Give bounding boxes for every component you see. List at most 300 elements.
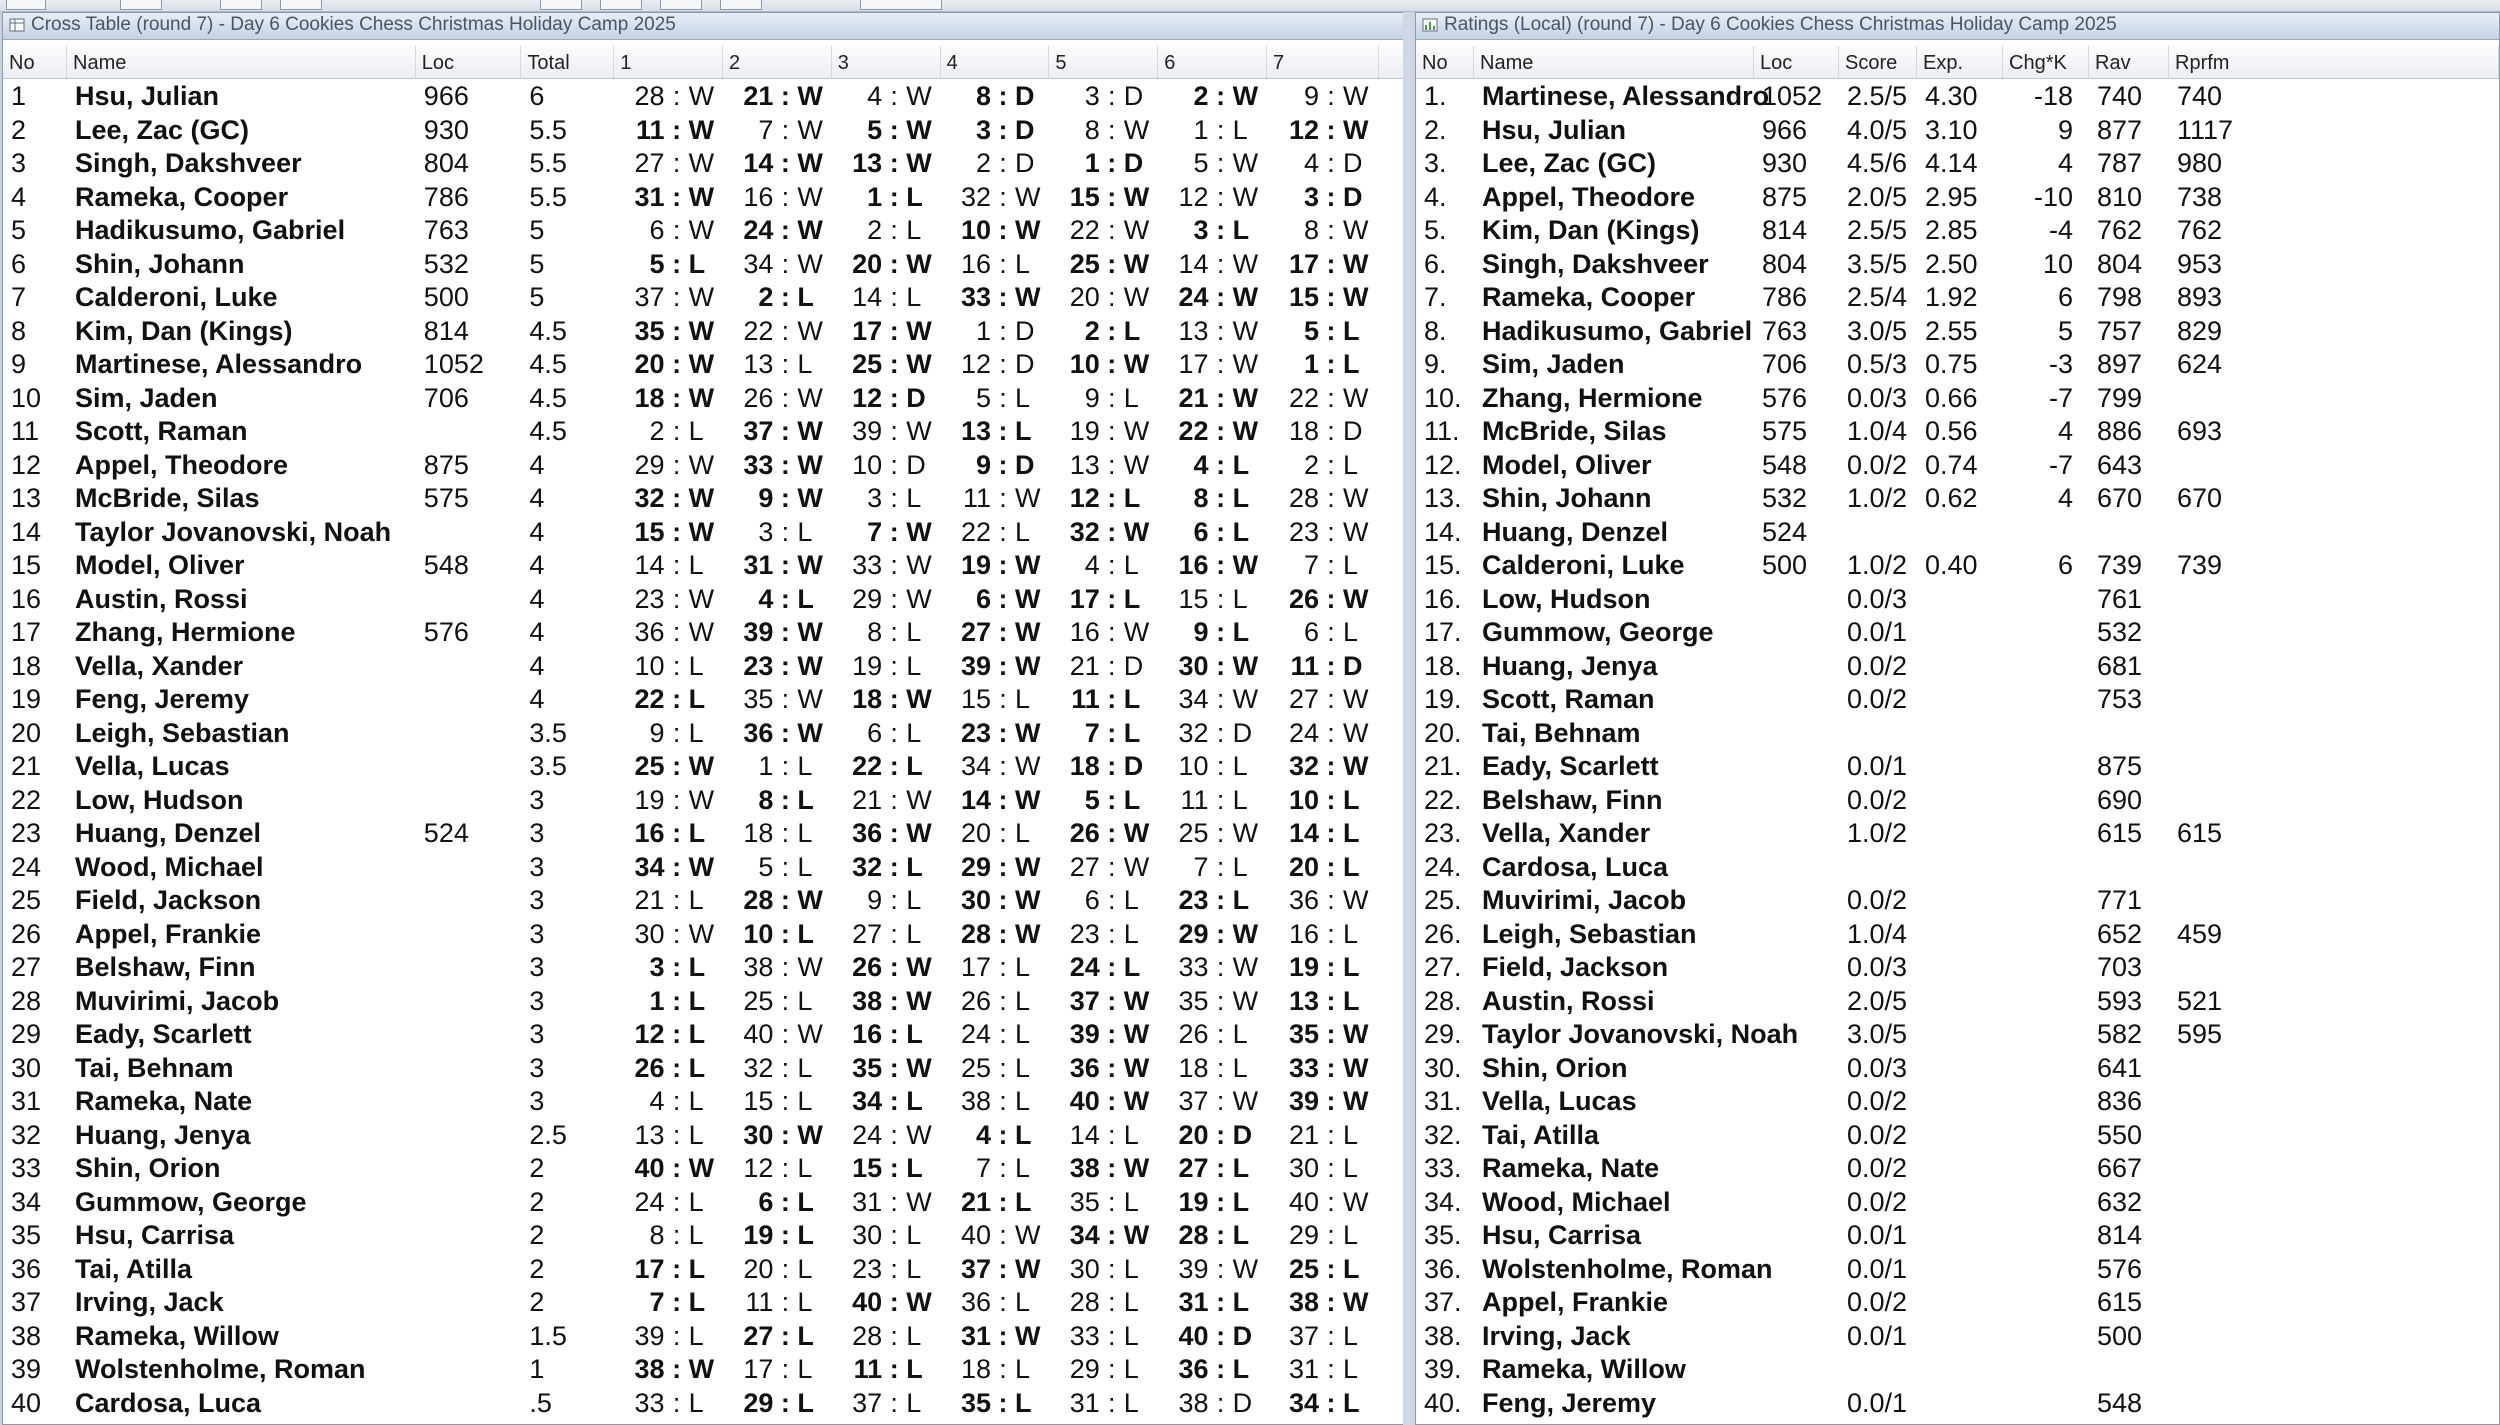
column-header-total[interactable]: Total (521, 46, 614, 78)
table-row[interactable] (1416, 1051, 2499, 1085)
player-name: Belshaw, Finn (75, 952, 256, 982)
table-row[interactable] (3, 716, 1403, 750)
result-separator: : (1216, 1052, 1225, 1083)
performance-rating (2177, 1386, 2499, 1420)
expected-score (1925, 1118, 2003, 1152)
player-name: Vella, Lucas (75, 751, 230, 781)
round-result (1267, 783, 1379, 817)
expected-score: 4.14 (1925, 148, 1978, 178)
result-code: D (1123, 650, 1144, 681)
opponent-number: 17 (1178, 349, 1209, 379)
table-row[interactable] (3, 850, 1403, 884)
table-row[interactable] (3, 448, 1403, 482)
table-row[interactable] (1416, 347, 2499, 381)
table-row[interactable] (3, 1319, 1403, 1353)
table-row[interactable] (1416, 180, 2499, 214)
opponent-number: 11 (962, 483, 991, 513)
opponent-number: 13 (1069, 449, 1100, 480)
table-row[interactable] (3, 816, 1403, 850)
round-result (941, 347, 1050, 381)
result-code: L (797, 985, 813, 1016)
result-code: W (1123, 985, 1150, 1016)
column-header-r3[interactable]: 3 (832, 46, 941, 78)
player-name: Rameka, Cooper (75, 181, 289, 212)
table-row[interactable] (1416, 850, 2499, 884)
rating-average: 576 (2097, 1253, 2143, 1284)
table-row[interactable] (1416, 1252, 2499, 1286)
toolbar-button[interactable] (660, 0, 702, 10)
rank-number: 11. (1424, 416, 1460, 446)
player-name: Lee, Zac (GC) (1482, 148, 1657, 178)
rating-average: 804 (2097, 248, 2143, 279)
rank-number: 18. (1424, 650, 1462, 681)
result-separator: : (890, 1119, 898, 1150)
round-result (941, 381, 1050, 415)
result-code: L (797, 1387, 814, 1418)
result-code: D (1014, 449, 1035, 480)
result-separator: : (889, 349, 899, 379)
column-header-r1[interactable]: 1 (614, 46, 723, 78)
result-separator: : (1327, 1186, 1335, 1217)
toolbar-button[interactable] (120, 0, 162, 10)
round-result (1049, 79, 1158, 113)
result-code: L (906, 1153, 923, 1183)
table-row[interactable] (3, 984, 1403, 1018)
round-result (832, 783, 941, 817)
column-header-no[interactable]: No (3, 46, 67, 78)
performance-rating: 693 (2177, 416, 2223, 446)
cross-table-titlebar[interactable] (3, 13, 1403, 40)
rank-number: 36. (1424, 1253, 1462, 1284)
column-header-rav[interactable]: Rav (2089, 46, 2169, 78)
round-result (941, 984, 1050, 1018)
opponent-number: 11 (745, 1287, 774, 1317)
result-separator: : (672, 483, 682, 513)
result-code: W (797, 215, 823, 245)
table-row[interactable] (3, 682, 1403, 716)
round-result (941, 1051, 1050, 1085)
performance-rating (2177, 649, 2499, 683)
table-row[interactable] (3, 247, 1403, 281)
round-result (723, 381, 832, 415)
table-row[interactable] (3, 1084, 1403, 1118)
result-code: W (1232, 550, 1259, 580)
opponent-number: 13 (1178, 315, 1209, 346)
opponent-number: 21 (1288, 1119, 1319, 1150)
rank-number: 16. (1424, 583, 1462, 614)
table-row[interactable] (3, 347, 1403, 381)
result-code: W (797, 483, 823, 513)
result-separator: : (1216, 1320, 1226, 1351)
player-total: 3 (529, 885, 545, 915)
table-row[interactable] (1416, 1185, 2499, 1219)
rank-number: 22. (1424, 784, 1462, 815)
table-row[interactable] (3, 1386, 1403, 1420)
table-row[interactable] (3, 213, 1403, 247)
round-result (1049, 716, 1158, 750)
table-row[interactable] (3, 1118, 1403, 1152)
opponent-number: 26 (743, 382, 774, 413)
table-row[interactable] (1416, 113, 2499, 147)
table-row[interactable] (1416, 1151, 2499, 1185)
round-result (941, 682, 1050, 716)
opponent-number: 40 (1069, 1086, 1100, 1116)
table-row[interactable] (1416, 548, 2499, 582)
table-row[interactable] (3, 649, 1403, 683)
performance-rating: 762 (2177, 215, 2223, 245)
column-header-no[interactable]: No (1416, 46, 1474, 78)
player-name: Hsu, Carrisa (75, 1220, 235, 1250)
result-separator: : (672, 851, 682, 882)
table-row[interactable] (3, 481, 1403, 515)
opponent-number: 24 (634, 1186, 665, 1217)
result-code: L (1343, 1119, 1359, 1150)
result-separator: : (1327, 416, 1335, 446)
table-row[interactable] (3, 314, 1403, 348)
rank-number: 4. (1424, 181, 1447, 212)
round-result (1049, 113, 1158, 147)
player-rating (424, 783, 522, 817)
opponent-number: 20 (1288, 851, 1319, 882)
table-row[interactable] (1416, 783, 2499, 817)
table-row[interactable] (1416, 950, 2499, 984)
table-row[interactable] (1416, 213, 2499, 247)
result-code: W (906, 550, 932, 580)
player-rating (424, 749, 522, 783)
table-row[interactable] (3, 414, 1403, 448)
result-separator: : (780, 583, 790, 614)
table-row[interactable] (3, 783, 1403, 817)
result-separator: : (672, 1153, 682, 1183)
player-total: 4.5 (529, 315, 567, 346)
round-result (614, 850, 723, 884)
player-rating (1762, 682, 1839, 716)
expected-score: 4.30 (1925, 81, 1978, 111)
table-row[interactable] (1416, 1319, 2499, 1353)
table-row[interactable] (1416, 883, 2499, 917)
table-row[interactable] (3, 1151, 1403, 1185)
opponent-number: 5 (758, 851, 774, 882)
player-score: 2.0/5 (1847, 181, 1908, 212)
toolbar-button[interactable] (600, 0, 642, 10)
result-separator: : (999, 349, 1007, 379)
result-code: L (688, 684, 706, 714)
table-row[interactable] (1416, 1285, 2499, 1319)
table-row[interactable] (3, 1051, 1403, 1085)
table-row[interactable] (3, 79, 1403, 113)
performance-rating: 615 (2177, 818, 2223, 848)
table-row[interactable] (1416, 582, 2499, 616)
opponent-number: 22 (960, 516, 991, 547)
table-row[interactable] (3, 1017, 1403, 1051)
result-code: W (906, 1186, 932, 1217)
table-row[interactable] (3, 515, 1403, 549)
result-separator: : (889, 248, 899, 279)
result-code: W (1232, 818, 1259, 848)
opponent-number: 10 (1288, 784, 1319, 815)
table-row[interactable] (1416, 917, 2499, 951)
result-code: W (906, 315, 932, 346)
table-row[interactable] (1416, 1118, 2499, 1152)
expected-score: 0.62 (1925, 483, 1978, 513)
result-code: D (1014, 315, 1035, 346)
opponent-number: 11 (1180, 784, 1209, 815)
opponent-number: 31 (1288, 1354, 1319, 1384)
player-rating (424, 1352, 522, 1386)
result-code: W (797, 416, 823, 446)
rating-change (2003, 1218, 2073, 1252)
column-header-r4[interactable]: 4 (941, 46, 1050, 78)
result-code: L (688, 1387, 704, 1418)
opponent-number: 29 (743, 1387, 774, 1418)
round-result (1267, 414, 1379, 448)
round-result (832, 314, 941, 348)
rating-average (2097, 1352, 2169, 1386)
round-result (1158, 1017, 1267, 1051)
column-header-name[interactable]: Name (67, 46, 416, 78)
round-result (1158, 950, 1267, 984)
table-row[interactable] (1416, 280, 2499, 314)
column-header-score[interactable]: Score (1839, 46, 1917, 78)
opponent-number: 22 (743, 315, 774, 346)
rating-change (2003, 1252, 2073, 1286)
table-row[interactable] (1416, 381, 2499, 415)
table-row[interactable] (1416, 448, 2499, 482)
result-code: L (688, 1019, 706, 1049)
result-code: W (1343, 282, 1369, 312)
table-row[interactable] (1416, 816, 2499, 850)
column-header-rprfm[interactable]: Rprfm (2169, 46, 2499, 78)
table-row[interactable] (1416, 515, 2499, 549)
player-name: Leigh, Sebastian (1482, 918, 1697, 949)
round-result (723, 1118, 832, 1152)
performance-rating: 521 (2177, 985, 2223, 1016)
opponent-number: 28 (743, 885, 774, 915)
round-result (1267, 381, 1379, 415)
player-number: 22 (11, 784, 42, 815)
opponent-number: 12 (960, 349, 991, 379)
result-code: W (1014, 1220, 1041, 1250)
round-result (941, 1252, 1050, 1286)
table-row[interactable] (1416, 1084, 2499, 1118)
table-row[interactable] (1416, 247, 2499, 281)
rating-change: 4 (2057, 416, 2073, 446)
result-code: W (1014, 717, 1041, 748)
expected-score (1925, 1084, 2003, 1118)
result-code: L (1123, 1186, 1139, 1217)
toolbar-button[interactable] (6, 0, 46, 10)
rating-average: 875 (2097, 751, 2143, 781)
player-score: 2.5/4 (1847, 282, 1908, 312)
player-name: McBride, Silas (75, 483, 260, 513)
round-result (614, 1386, 723, 1420)
result-separator: : (1326, 114, 1336, 145)
opponent-number: 39 (1178, 1253, 1209, 1284)
player-score: 0.0/1 (1847, 617, 1908, 647)
rating-change: -18 (2033, 81, 2073, 111)
result-code: L (688, 952, 706, 982)
result-separator: : (781, 1153, 790, 1183)
player-total: 4 (529, 684, 545, 714)
result-code: D (1343, 181, 1363, 212)
result-code: W (688, 583, 715, 614)
table-row[interactable] (3, 1185, 1403, 1219)
player-rating (424, 1051, 522, 1085)
round-result (832, 548, 941, 582)
expected-score (1925, 1017, 2003, 1051)
opponent-number: 9 (1303, 81, 1319, 111)
opponent-number: 18 (1069, 751, 1100, 781)
result-code: L (1343, 1153, 1359, 1183)
rating-change (2003, 917, 2073, 951)
round-result (723, 917, 832, 951)
table-row[interactable] (1416, 79, 2499, 113)
result-separator: : (781, 952, 790, 982)
toolbar-button[interactable] (280, 0, 322, 10)
table-row[interactable] (3, 883, 1403, 917)
table-row[interactable] (3, 1218, 1403, 1252)
player-number: 12 (11, 449, 42, 480)
table-row[interactable] (3, 917, 1403, 951)
table-row[interactable] (1416, 146, 2499, 180)
player-total: 4 (529, 650, 545, 681)
table-row[interactable] (3, 1352, 1403, 1386)
expected-score (1925, 615, 2003, 649)
round-result (1158, 649, 1267, 683)
player-name: Scott, Raman (1482, 684, 1655, 714)
rating-average: 615 (2097, 1287, 2143, 1317)
result-code: L (1123, 583, 1141, 614)
opponent-number: 30 (743, 1119, 774, 1150)
column-header-chg[interactable]: Chg*K (2003, 46, 2089, 78)
result-code: W (688, 483, 715, 513)
player-name: Zhang, Hermione (1482, 382, 1703, 413)
column-header-name[interactable]: Name (1474, 46, 1754, 78)
round-result (941, 314, 1050, 348)
table-row[interactable] (3, 180, 1403, 214)
opponent-number: 39 (634, 1320, 665, 1351)
table-row[interactable] (1416, 481, 2499, 515)
column-header-loc[interactable]: Loc (416, 46, 522, 78)
round-result (1267, 79, 1379, 113)
performance-rating: 953 (2177, 248, 2223, 279)
table-row[interactable] (1416, 1218, 2499, 1252)
table-row[interactable] (3, 548, 1403, 582)
round-result (1158, 984, 1267, 1018)
result-code: L (688, 416, 704, 446)
table-row[interactable] (1416, 615, 2499, 649)
column-header-r7[interactable]: 7 (1267, 46, 1379, 78)
round-result (941, 481, 1050, 515)
table-row[interactable] (1416, 984, 2499, 1018)
column-header-r5[interactable]: 5 (1049, 46, 1158, 78)
performance-rating (2177, 850, 2499, 884)
table-row[interactable] (3, 582, 1403, 616)
table-row[interactable] (3, 146, 1403, 180)
result-separator: : (1216, 1220, 1226, 1250)
rank-number: 5. (1424, 215, 1447, 245)
opponent-number: 33 (1288, 1052, 1319, 1083)
table-row[interactable] (1416, 314, 2499, 348)
column-header-r6[interactable]: 6 (1158, 46, 1267, 78)
result-code: W (906, 349, 932, 379)
table-row[interactable] (1416, 1386, 2499, 1420)
opponent-number: 28 (1069, 1287, 1100, 1317)
result-separator: : (780, 918, 790, 949)
result-code: L (906, 1019, 923, 1049)
round-result (1049, 146, 1158, 180)
result-separator: : (780, 885, 790, 915)
result-separator: : (1216, 1354, 1226, 1384)
ratings-titlebar[interactable] (1416, 13, 2499, 40)
column-header-exp[interactable]: Exp. (1917, 46, 2003, 78)
player-number: 32 (11, 1119, 42, 1150)
table-row[interactable] (1416, 1017, 2499, 1051)
round-result (1267, 1386, 1379, 1420)
round-result (1049, 1017, 1158, 1051)
round-result (1267, 347, 1379, 381)
result-separator: : (1326, 315, 1336, 346)
result-code: W (1232, 1253, 1259, 1284)
result-separator: : (1327, 617, 1335, 647)
column-header-loc[interactable]: Loc (1754, 46, 1839, 78)
performance-rating (2177, 448, 2499, 482)
result-separator: : (780, 1387, 790, 1418)
round-result (941, 448, 1050, 482)
table-row[interactable] (1416, 649, 2499, 683)
opponent-number: 6 (1084, 885, 1100, 915)
toolbar-button[interactable] (540, 0, 582, 10)
result-separator: : (780, 483, 790, 513)
opponent-number: 23 (1178, 885, 1209, 915)
round-result (941, 515, 1050, 549)
player-rating (424, 950, 522, 984)
table-row[interactable] (3, 615, 1403, 649)
table-row[interactable] (1416, 414, 2499, 448)
player-score: 0.0/1 (1847, 1387, 1908, 1418)
round-result (723, 950, 832, 984)
result-separator: : (1326, 784, 1336, 815)
table-row[interactable] (1416, 682, 2499, 716)
toolbar-button[interactable] (720, 0, 762, 10)
table-row[interactable] (1416, 749, 2499, 783)
result-code: W (1123, 449, 1150, 480)
table-row[interactable] (3, 950, 1403, 984)
result-code: W (1014, 483, 1041, 513)
pane-splitter[interactable] (1403, 12, 1413, 1425)
result-separator: : (1107, 349, 1117, 379)
result-separator: : (781, 114, 790, 145)
result-code: W (1232, 382, 1259, 413)
column-header-r2[interactable]: 2 (723, 46, 832, 78)
round-result (1049, 917, 1158, 951)
table-row[interactable] (3, 1252, 1403, 1286)
rating-change (2003, 1084, 2073, 1118)
table-row[interactable] (3, 280, 1403, 314)
rating-change (2003, 1185, 2073, 1219)
table-row[interactable] (1416, 716, 2499, 750)
toolbar-button[interactable] (860, 0, 942, 10)
rating-average: 810 (2097, 181, 2143, 212)
table-row[interactable] (3, 381, 1403, 415)
table-row[interactable] (3, 113, 1403, 147)
toolbar-button[interactable] (220, 0, 262, 10)
table-row[interactable] (1416, 1352, 2499, 1386)
table-row[interactable] (3, 1285, 1403, 1319)
table-row[interactable] (3, 749, 1403, 783)
round-result (614, 816, 723, 850)
opponent-number: 31 (960, 1320, 991, 1351)
